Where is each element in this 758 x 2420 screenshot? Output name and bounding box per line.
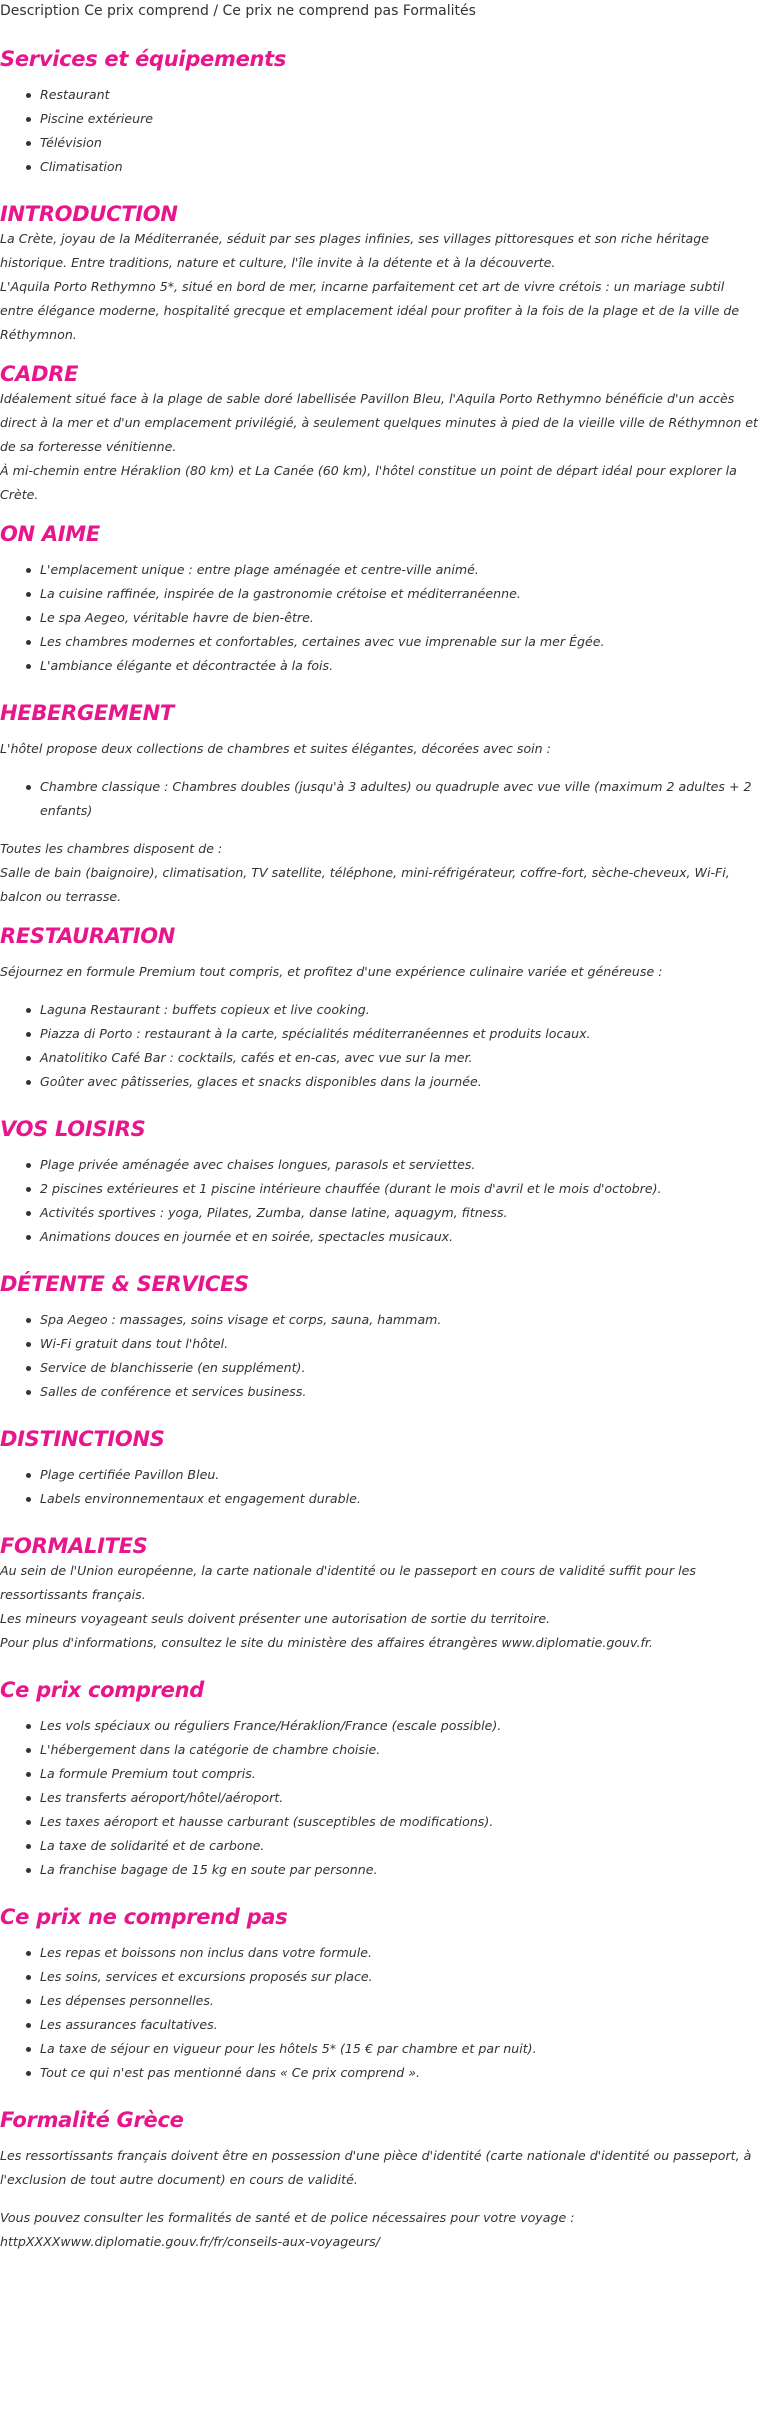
price-excludes-list	[0, 1941, 758, 2085]
restauration-section	[0, 923, 758, 1094]
detente-section	[0, 1271, 758, 1404]
list-item: Les transferts aéroport/hôtel/aéroport.	[40, 1786, 758, 1810]
paragraph: Idéalement situé face à la plage de sable doré labellisée Pavillon Bleu, l'Aquila Porto Rethymno bénéficie d'un accès direct à la mer et d'un emplacement privilégié, à seulement quelques minutes à pied de la vieille ville de Réthymnon et de sa forteresse vénitienne.	[0, 391, 758, 454]
list-item: Labels environnementaux et engagement durable.	[40, 1487, 758, 1511]
restauration-title: RESTAURATION	[0, 924, 176, 948]
list-item: 2 piscines extérieures et 1 piscine intérieure chauffée (durant le mois d'avril et le mois d'octobre).	[40, 1177, 758, 1201]
list-item: La cuisine raffinée, inspirée de la gastronomie crétoise et méditerranéenne.	[40, 582, 758, 606]
hebergement-title: HEBERGEMENT	[0, 701, 174, 725]
list-item: Piazza di Porto : restaurant à la carte, spécialités méditerranéennes et produits locaux.	[40, 1022, 758, 1046]
tab-price-includes[interactable]: Ce prix comprend / Ce prix ne comprend pas	[84, 3, 399, 19]
on-aime-list	[0, 558, 758, 678]
diplomatie-link[interactable]: httpXXXXwww.diplomatie.gouv.fr/fr/conseils-aux-voyageurs/	[0, 2234, 380, 2249]
detente-list	[0, 1308, 758, 1404]
tab-description[interactable]: Description	[0, 3, 80, 19]
price-includes-section	[0, 1677, 758, 1882]
distinctions-section	[0, 1426, 758, 1511]
paragraph: Salle de bain (baignoire), climatisation, TV satellite, téléphone, mini-réfrigérateur, coffre-fort, sèche-cheveux, Wi-Fi, balcon ou terrasse.	[0, 865, 730, 904]
list-item: Chambre classique : Chambres doubles (jusqu'à 3 adultes) ou quadruple avec vue ville (maximum 2 adultes + 2 enfants)	[40, 775, 758, 823]
description-content	[0, 46, 758, 2254]
list-item: Les chambres modernes et confortables, certaines avec vue imprenable sur la mer Égée.	[40, 630, 758, 654]
list-item: Les vols spéciaux ou réguliers France/Héraklion/France (escale possible).	[40, 1714, 758, 1738]
list-item: Piscine extérieure	[40, 107, 758, 131]
detente-title: DÉTENTE & SERVICES	[0, 1272, 249, 1296]
paragraph: Les mineurs voyageant seuls doivent présenter une autorisation de sortie du territoire.	[0, 1611, 551, 1626]
loisirs-section	[0, 1116, 758, 1249]
list-item: Les soins, services et excursions proposés sur place.	[40, 1965, 758, 1989]
list-item: Spa Aegeo : massages, soins visage et corps, sauna, hammam.	[40, 1308, 758, 1332]
distinctions-list	[0, 1463, 758, 1511]
formalites-section	[0, 1533, 758, 1655]
list-item: La taxe de séjour en vigueur pour les hôtels 5* (15 € par chambre et par nuit).	[40, 2037, 758, 2061]
price-includes-title: Ce prix comprend	[0, 1678, 204, 1702]
paragraph: Au sein de l'Union européenne, la carte nationale d'identité ou le passeport en cours de validité suffit pour les ressortissants français.	[0, 1563, 696, 1602]
on-aime-title: ON AIME	[0, 522, 100, 546]
introduction-title: INTRODUCTION	[0, 202, 178, 226]
list-item: Restaurant	[40, 83, 758, 107]
list-item: L'emplacement unique : entre plage aménagée et centre-ville animé.	[40, 558, 758, 582]
list-item: Télévision	[40, 131, 758, 155]
list-item: Animations douces en journée et en soirée, spectacles musicaux.	[40, 1225, 758, 1249]
list-item: Les assurances facultatives.	[40, 2013, 758, 2037]
price-includes-list	[0, 1714, 758, 1882]
on-aime-section	[0, 521, 758, 678]
loisirs-list	[0, 1153, 758, 1249]
cadre-section	[0, 361, 758, 507]
restauration-list	[0, 998, 758, 1094]
formalite-grece-title: Formalité Grèce	[0, 2108, 184, 2132]
formalite-grece-section	[0, 2107, 758, 2254]
cadre-title: CADRE	[0, 362, 79, 386]
paragraph: L'hôtel propose deux collections de chambres et suites élégantes, décorées avec soin :	[0, 741, 551, 756]
paragraph: À mi-chemin entre Héraklion (80 km) et La Canée (60 km), l'hôtel constitue un point de départ idéal pour explorer la Crète.	[0, 463, 737, 502]
list-item: Le spa Aegeo, véritable havre de bien-être.	[40, 606, 758, 630]
list-item: La franchise bagage de 15 kg en soute par personne.	[40, 1858, 758, 1882]
paragraph: Pour plus d'informations, consultez le site du ministère des affaires étrangères www.diplomatie.gouv.fr.	[0, 1635, 653, 1650]
price-excludes-title: Ce prix ne comprend pas	[0, 1905, 288, 1929]
list-item: L'ambiance élégante et décontractée à la fois.	[40, 654, 758, 678]
list-item: La formule Premium tout compris.	[40, 1762, 758, 1786]
list-item: Anatolitiko Café Bar : cocktails, cafés et en-cas, avec vue sur la mer.	[40, 1046, 758, 1070]
hebergement-section	[0, 700, 758, 909]
paragraph: Toutes les chambres disposent de :	[0, 841, 223, 856]
formalites-title: FORMALITES	[0, 1534, 148, 1558]
list-item: Plage privée aménagée avec chaises longues, parasols et serviettes.	[40, 1153, 758, 1177]
list-item: Les repas et boissons non inclus dans votre formule.	[40, 1941, 758, 1965]
distinctions-title: DISTINCTIONS	[0, 1427, 165, 1451]
list-item: Les dépenses personnelles.	[40, 1989, 758, 2013]
services-section	[0, 46, 758, 179]
list-item: Service de blanchisserie (en supplément).	[40, 1356, 758, 1380]
tab-formalities[interactable]: Formalités	[402, 3, 476, 19]
paragraph: L'Aquila Porto Rethymno 5*, situé en bord de mer, incarne parfaitement cet art de vivre crétois : un mariage subtil entre élégance moderne, hospitalité grecque et emplacement idéal pour profiter à la fois de la plage et de la ville de Réthymnon.	[0, 279, 740, 342]
list-item: Les taxes aéroport et hausse carburant (susceptibles de modifications).	[40, 1810, 758, 1834]
paragraph: Les ressortissants français doivent être en possession d'une pièce d'identité (carte nationale d'identité ou passeport, à l'exclusion de tout autre document) en cours de validité.	[0, 2148, 752, 2187]
loisirs-title: VOS LOISIRS	[0, 1117, 146, 1141]
price-excludes-section	[0, 1904, 758, 2085]
list-item: Wi-Fi gratuit dans tout l'hôtel.	[40, 1332, 758, 1356]
list-item: L'hébergement dans la catégorie de chambre choisie.	[40, 1738, 758, 1762]
paragraph: La Crète, joyau de la Méditerranée, séduit par ses plages infinies, ses villages pittoresques et son riche héritage historique. Entre traditions, nature et culture, l'île invite à la détente et à la découverte.	[0, 231, 710, 270]
list-item: Goûter avec pâtisseries, glaces et snacks disponibles dans la journée.	[40, 1070, 758, 1094]
hebergement-list	[0, 775, 758, 823]
list-item: Plage certifiée Pavillon Bleu.	[40, 1463, 758, 1487]
introduction-section	[0, 201, 758, 347]
list-item: Laguna Restaurant : buffets copieux et live cooking.	[40, 998, 758, 1022]
paragraph: Vous pouvez consulter les formalités de santé et de police nécessaires pour votre voyage :	[0, 2210, 575, 2225]
list-item: Climatisation	[40, 155, 758, 179]
list-item: Activités sportives : yoga, Pilates, Zumba, danse latine, aquagym, fitness.	[40, 1201, 758, 1225]
list-item: Salles de conférence et services business.	[40, 1380, 758, 1404]
list-item: La taxe de solidarité et de carbone.	[40, 1834, 758, 1858]
list-item: Tout ce qui n'est pas mentionné dans « Ce prix comprend ».	[40, 2061, 758, 2085]
services-list	[0, 83, 758, 179]
paragraph: Séjournez en formule Premium tout compris, et profitez d'une expérience culinaire variée et généreuse :	[0, 964, 663, 979]
services-title: Services et équipements	[0, 47, 287, 71]
tab-bar	[0, 0, 758, 21]
